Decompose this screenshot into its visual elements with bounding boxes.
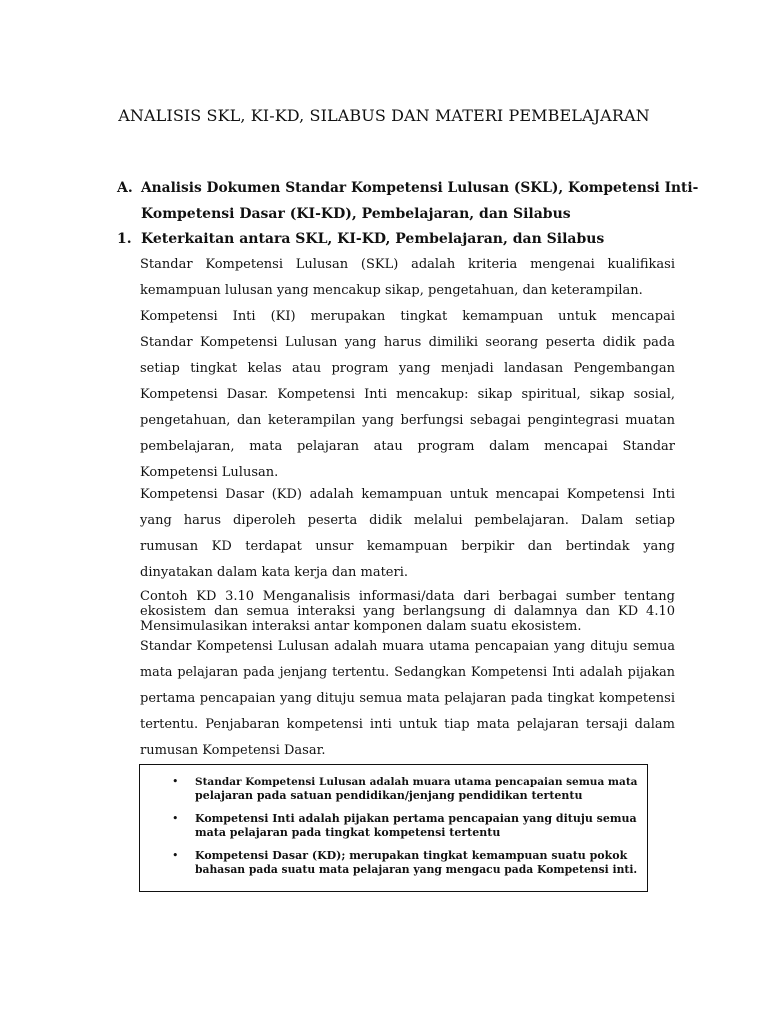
- section-1-text: Keterkaitan antara SKL, KI-KD, Pembelajaran, dan Silabus: [141, 231, 605, 247]
- paragraph-line: Kompetensi Dasar. Kompetensi Inti mencakup: sikap spiritual, sikap sosial,: [140, 387, 675, 402]
- paragraph-line: tertentu. Penjabaran kompetensi inti untuk tiap mata pelajaran tersaji dalam: [140, 717, 675, 732]
- paragraph-line: pengetahuan, dan keterampilan yang berfungsi sebagai pengintegrasi muatan: [140, 413, 675, 428]
- summary-line: Standar Kompetensi Lulusan adalah muara utama pencapaian semua mata: [195, 776, 638, 788]
- paragraph-line: pertama pencapaian yang dituju semua mata pelajaran pada tingkat kompetensi: [140, 691, 675, 706]
- paragraph-line: ekosistem dan semua interaksi yang berlangsung di dalamnya dan KD 4.10: [140, 604, 675, 619]
- paragraph-line: pembelajaran, mata pelajaran atau program dalam mencapai Standar: [140, 439, 675, 454]
- paragraph-line: Kompetensi Inti (KI) merupakan tingkat kemampuan untuk mencapai: [140, 309, 675, 324]
- paragraph-line: mata pelajaran pada jenjang tertentu. Sedangkan Kompetensi Inti adalah pijakan: [140, 665, 675, 680]
- paragraph-line: Contoh KD 3.10 Menganalisis informasi/data dari berbagai sumber tentang: [140, 589, 675, 604]
- paragraph-line: rumusan KD terdapat unsur kemampuan berpikir dan bertindak yang: [140, 539, 675, 554]
- paragraph-line: Mensimulasikan interaksi antar komponen dalam suatu ekosistem.: [140, 619, 582, 634]
- bullet-icon: •: [172, 812, 179, 825]
- paragraph-line: rumusan Kompetensi Dasar.: [140, 743, 326, 758]
- section-a-line-2: Kompetensi Dasar (KI-KD), Pembelajaran, dan Silabus: [141, 206, 571, 222]
- section-a-label: A.: [117, 180, 133, 196]
- section-1-label: 1.: [117, 231, 132, 247]
- summary-line: pelajaran pada satuan pendidikan/jenjang pendidikan tertentu: [195, 789, 583, 802]
- paragraph-standar: [140, 634, 675, 764]
- paragraph-kd: [140, 482, 675, 586]
- paragraph-ki: [140, 304, 675, 486]
- paragraph-line: Kompetensi Dasar (KD) adalah kemampuan untuk mencapai Kompetensi Inti: [140, 487, 675, 502]
- bullet-icon: •: [172, 775, 179, 788]
- paragraph-line: dinyatakan dalam kata kerja dan materi.: [140, 565, 409, 580]
- paragraph-line: setiap tingkat kelas atau program yang menjadi landasan Pengembangan: [140, 361, 675, 376]
- paragraph-line: Standar Kompetensi Lulusan yang harus dimiliki seorang peserta didik pada: [140, 335, 675, 350]
- bullet-icon: •: [172, 849, 179, 862]
- paragraph-line: kemampuan lulusan yang mencakup sikap, pengetahuan, dan keterampilan.: [140, 283, 643, 298]
- summary-line: bahasan pada suatu mata pelajaran yang mengacu pada Kompetensi inti.: [195, 863, 638, 876]
- paragraph-line: Standar Kompetensi Lulusan adalah muara utama pencapaian yang dituju semua: [140, 639, 675, 654]
- paragraph-contoh: [140, 589, 675, 634]
- summary-line: mata pelajaran pada tingkat kompetensi tertentu: [195, 826, 501, 839]
- document-title: ANALISIS SKL, KI-KD, SILABUS DAN MATERI PEMBELAJARAN: [118, 106, 650, 125]
- paragraph-skl: [140, 252, 675, 304]
- summary-line: Kompetensi Inti adalah pijakan pertama pencapaian yang dituju semua: [195, 812, 637, 825]
- paragraph-line: Kompetensi Lulusan.: [140, 465, 279, 480]
- paragraph-line: yang harus diperoleh peserta didik melalui pembelajaran. Dalam setiap: [140, 513, 675, 528]
- paragraph-line: Standar Kompetensi Lulusan (SKL) adalah kriteria mengenai kualifikasi: [140, 257, 675, 272]
- section-a-line-1: Analisis Dokumen Standar Kompetensi Lulusan (SKL), Kompetensi Inti-: [141, 180, 699, 196]
- summary-box: [139, 764, 648, 892]
- summary-line: Kompetensi Dasar (KD); merupakan tingkat kemampuan suatu pokok: [195, 849, 628, 862]
